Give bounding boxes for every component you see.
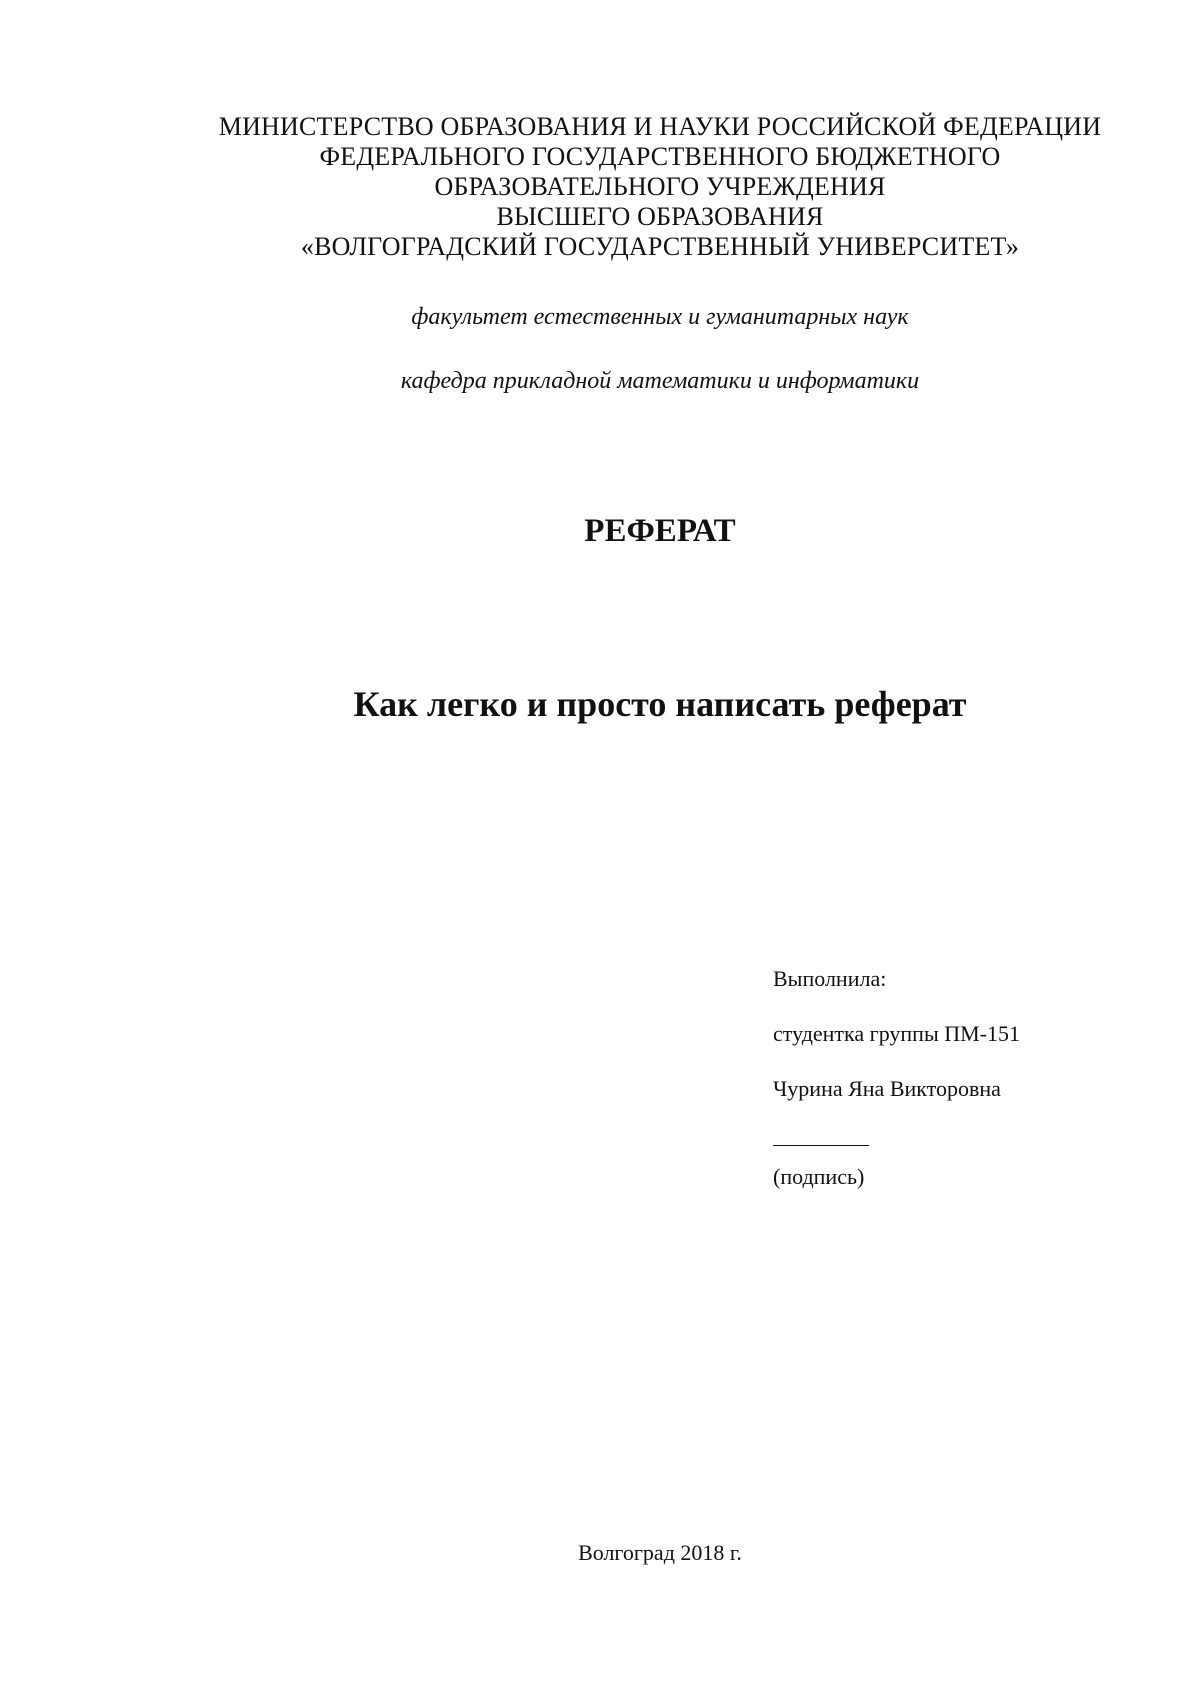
header-line: ВЫСШЕГО ОБРАЗОВАНИЯ (496, 202, 824, 231)
document-title: Как легко и просто написать реферат (353, 684, 967, 724)
student-name: Чурина Яна Викторовна (773, 1076, 1001, 1101)
department-name: кафедра прикладной математики и информатики (400, 368, 920, 394)
ministry-header (160, 112, 1160, 262)
university-name: «ВОЛГОГРАДСКИЙ ГОСУДАРСТВЕННЫЙ УНИВЕРСИТЕТ» (300, 232, 1020, 261)
student-group: студентка группы ПМ-151 (773, 1021, 1021, 1046)
city-year: Волгоград 2018 г. (578, 1540, 742, 1565)
performed-by-label: Выполнила: (773, 966, 887, 991)
header-line: ФЕДЕРАЛЬНОГО ГОСУДАРСТВЕННОГО БЮДЖЕТНОГО (319, 142, 1001, 171)
header-line: МИНИСТЕРСТВО ОБРАЗОВАНИЯ И НАУКИ РОССИЙСКОЙ ФЕДЕРАЦИИ (218, 112, 1102, 141)
header-line: ОБРАЗОВАТЕЛЬНОГО УЧРЕЖДЕНИЯ (434, 172, 886, 201)
signature-label: (подпись) (773, 1164, 865, 1189)
document-type: РЕФЕРАТ (584, 513, 736, 549)
author-block (773, 968, 1020, 1221)
signature-line (773, 1133, 869, 1146)
faculty-name: факультет естественных и гуманитарных наук (411, 304, 909, 330)
